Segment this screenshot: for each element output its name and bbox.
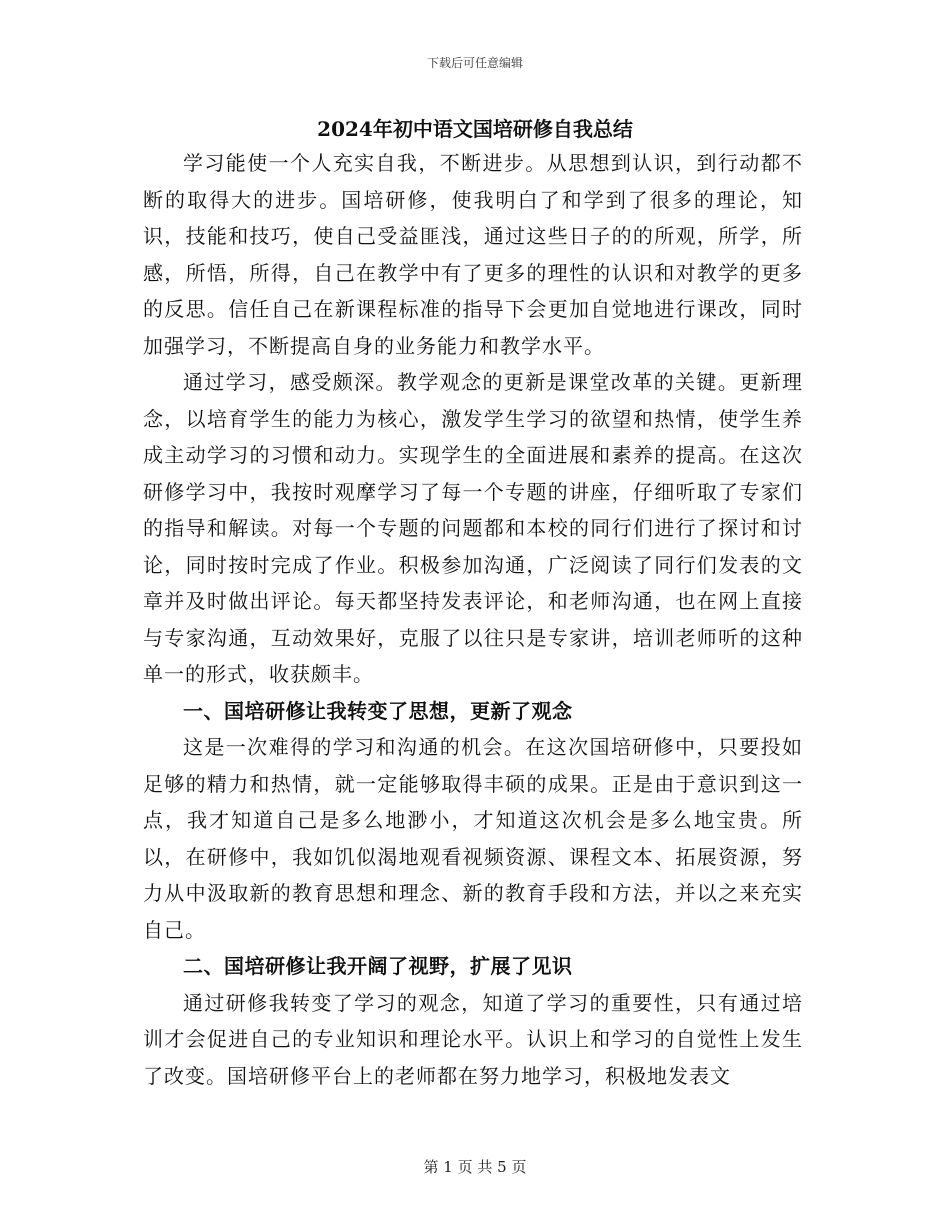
header-note: 下载后可任意编辑	[426, 56, 523, 70]
paragraph-intro: 学习能使一个人充实自我，不断进步。从思想到认识，到行动都不断的取得大的进步。国培研修，使我明白了和学到了很多的理论，知识，技能和技巧，使自己受益匪浅，通过这些日子的的所观，所学，所感，所悟，所得，自己在教学中有了更多的理性的认识和对教学的更多的反思。信任自己在新课程标准的指导下会更加自觉地进行课改，同时加强学习，不断提高自身的业务能力和教学水平。	[143, 151, 803, 358]
document-body	[143, 145, 803, 1094]
page-footer: 第 1 页 共 5 页	[423, 1158, 527, 1176]
section-heading-1: 一、国培研修让我转变了思想，更新了观念	[183, 698, 573, 723]
document-title: 2024年初中语文国培研修自我总结	[317, 117, 633, 141]
section-heading-2: 二、国培研修让我开阔了视野，扩展了见识	[183, 954, 573, 978]
section-paragraph-2: 通过研修我转变了学习的观念，知道了学习的重要性，只有通过培训才会促进自己的专业知识和理论水平。认识上和学习的自觉性上发生了改变。国培研修平台上的老师都在努力地学习，积极地发表文	[143, 990, 803, 1088]
paragraph-study: 通过学习，感受颇深。教学观念的更新是课堂改革的关键。更新理念，以培育学生的能力为核心，激发学生学习的欲望和热情，使学生养成主动学习的习惯和动力。实现学生的全面进展和素养的提高。在这次研修学习中，我按时观摩学习了每一个专题的讲座，仔细听取了专家们的指导和解读。对每一个专题的问题都和本校的同行们进行了探讨和讨论，同时按时完成了作业。积极参加沟通，广泛阅读了同行们发表的文章并及时做出评论。每天都坚持发表评论，和老师沟通，也在网上直接与专家沟通，互动效果好，克服了以往只是专家讲，培训老师听的这种单一的形式，收获颇丰。	[143, 370, 803, 686]
section-paragraph-1: 这是一次难得的学习和沟通的机会。在这次国培研修中，只要投如足够的精力和热情，就一定能够取得丰硕的成果。正是由于意识到这一点，我才知道自己是多么地渺小，才知道这次机会是多么地宝贵。所以，在研修中，我如饥似渴地观看视频资源、课程文本、拓展资源，努力从中汲取新的教育思想和理念、新的教育手段和方法，并以之来充实自己。	[143, 735, 803, 942]
